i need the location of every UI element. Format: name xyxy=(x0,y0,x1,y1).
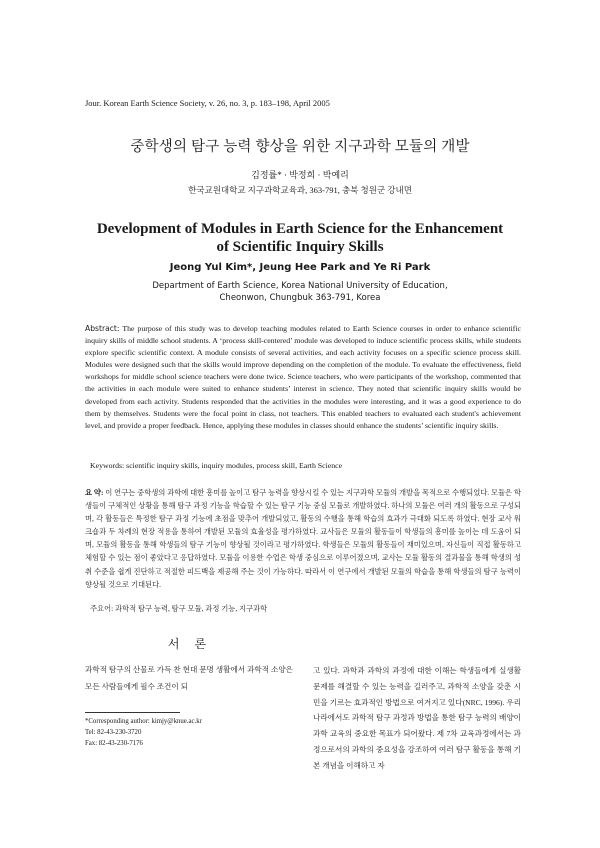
english-affiliation-line1: Department of Earth Science, Korea National University of Education, xyxy=(152,281,448,291)
footnote xyxy=(85,716,295,749)
korean-abstract-label: 요 약: xyxy=(85,488,104,497)
korean-abstract xyxy=(85,486,521,591)
korean-authors: 김정률* · 박정희 · 박예리 xyxy=(251,170,349,180)
english-keywords: Keywords: scientific inquiry skills, inquiry modules, process skill, Earth Science xyxy=(90,461,343,470)
abstract-text: The purpose of this study was to develop teaching modules related to Earth Science courses in order to enhance scientific inquiry skills of middle school students. A ‘process skill-centered’ module was developed to induce scientific process skills, while students explore specific scientific context. A module consists of several activities, and each activity focuses on a specific science process skill. Modules were designed such that the skills would improve depending on the completion of the module. To evaluate the effectiveness, field workshops for middle school science teachers were done twice. Science teachers, who were participants of the workshop, commented that the activities in each module were suited to enhance students’ interest in science. They noted that scientific inquiry skills would be developed from each activity. Students responded that the activities in the modules were interesting, and it was a good experience to do them by themselves. Students were the focal point in class, not teachers. This enabled teachers to evaluated each student's achievement level, and provide a proper feedback. Hence, applying these modules in classes should enhance the students’ scientific inquiry skills. xyxy=(85,324,521,430)
english-abstract xyxy=(85,323,521,432)
english-authors: Jeong Yul Kim*, Jeung Hee Park and Ye Ri Park xyxy=(169,262,431,273)
english-title: Development of Modules in Earth Science for the Enhancement of Scientific Inquiry Skills xyxy=(96,221,504,255)
telephone: Tel: 82-43-230-3720 xyxy=(85,729,142,736)
corresponding-author: *Corresponding author: kimjy@knue.ac.kr xyxy=(85,718,202,725)
intro-left-paragraph: 과학적 탐구의 산물로 가득 찬 현대 문명 생활에서 과학적 소양은 모든 사람들에게 필수 조건이 되 xyxy=(85,665,293,691)
abstract-label: Abstract: xyxy=(85,324,120,333)
intro-right-paragraph: 고 있다. 과학과 과학의 과정에 대한 이해는 학생들에게 실생활 문제를 해결할 수 있는 능력을 길러주고, 과학적 소양을 갖춘 시민을 기르는 효과적인 방법으로 여겨지고 있다(NRC, 1996). 우리나라에서도 과학적 탐구 과정과 방법을 통한 탐구 능력의 배양이 과학 교육의 중요한 목표가 되어왔다. 제 7차 교육과정에서는 과정으로서의 과학의 중요성을 강조하여 여러 탐구 활동을 통해 기본 개념을 이해하고 자 xyxy=(313,666,521,770)
english-affiliation xyxy=(0,280,600,304)
korean-keywords: 주요어: 과학적 탐구 능력, 탐구 모듈, 과정 기능, 지구과학 xyxy=(90,604,268,613)
section-title-introduction: 서 론 xyxy=(167,637,213,651)
fax: Fax: 82-43-230-7176 xyxy=(85,740,143,747)
footnote-divider xyxy=(85,712,180,713)
english-affiliation-line2: Cheonwon, Chungbuk 363-791, Korea xyxy=(219,293,381,303)
korean-title: 중학생의 탐구 능력 향상을 위한 지구과학 모듈의 개발 xyxy=(130,139,470,155)
korean-affiliation: 한국교원대학교 지구과학교육과, 363-791, 충북 청원군 강내면 xyxy=(188,185,412,195)
korean-abstract-text: 이 연구는 중학생의 과학에 대한 흥미를 높이고 탐구 능력을 향상시킬 수 있는 지구과학 모듈의 개발을 목적으로 수행되었다. 모듈은 학생들이 구체적인 상황을 통해 탐구 과정 기능을 학습할 수 있는 탐구 기능 중심 모듈로 개발하였다. 하나의 모듈은 여러 개의 활동으로 구성되며, 각 활동들은 특정한 탐구 과정 기능에 초점을 맞추어 개발되었고, 활동의 수행을 통해 학습의 효과가 극대화 되도록 하였다. 현장 교사 워크숍과 두 차례의 현장 적용을 통하여 개발된 모듈의 효율성을 평가하였다. 교사들은 모듈의 활동들이 학생들의 흥미를 높이는 데 도움이 되며, 모듈의 활동을 통해 학생들의 탐구 기능이 향상될 것이라고 평가하였다. 학생들은 모듈의 활동들이 재미있으며, 자신들이 직접 활동하고 체험할 수 있는 점이 좋았다고 응답하였다. 모듈을 이용한 수업은 학생 중심으로 이루어졌으며, 교사는 모듈 활동의 결과물을 통해 학생의 성취 수준을 쉽게 진단하고 적절한 피드백을 제공해 주는 것이 가능하다. 따라서 이 연구에서 개발된 모듈의 학습을 통해 학생들의 탐구 능력이 향상될 것으로 기대된다. xyxy=(85,488,522,589)
journal-header: Jour. Korean Earth Science Society, v. 26, no. 3, p. 183–198, April 2005 xyxy=(85,98,330,108)
